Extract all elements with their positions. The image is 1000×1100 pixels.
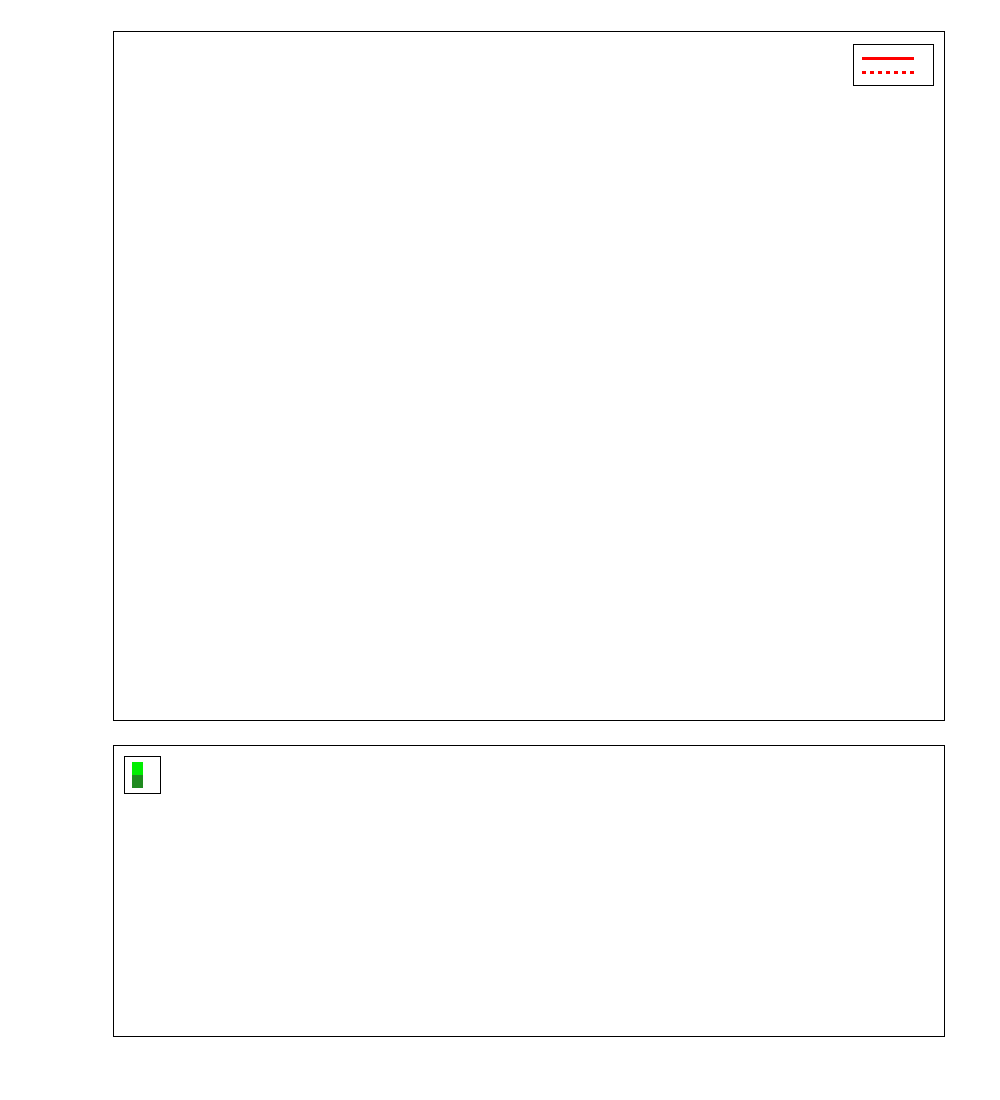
legend-item-available-ruptures[interactable] bbox=[132, 762, 151, 775]
rupture-count-plot bbox=[113, 745, 945, 1037]
x-tick-labels bbox=[113, 1040, 945, 1062]
bottom-bars-layer bbox=[114, 746, 944, 1036]
dark-green-swatch-icon bbox=[132, 775, 143, 788]
top-y-tick-labels bbox=[5, 31, 105, 721]
solid-line-icon bbox=[862, 51, 914, 65]
legend-item-participation[interactable] bbox=[862, 51, 923, 65]
green-swatch-icon bbox=[132, 762, 143, 775]
bottom-legend bbox=[124, 756, 161, 794]
legend-item-utilized-ruptures[interactable] bbox=[132, 775, 151, 788]
cumulative-rate-plot bbox=[113, 31, 945, 721]
dotted-line-icon bbox=[862, 65, 914, 79]
top-series-layer bbox=[114, 32, 944, 720]
bottom-y-tick-labels bbox=[5, 745, 105, 1037]
legend-item-nucleation[interactable] bbox=[862, 65, 923, 79]
top-legend bbox=[853, 44, 934, 86]
